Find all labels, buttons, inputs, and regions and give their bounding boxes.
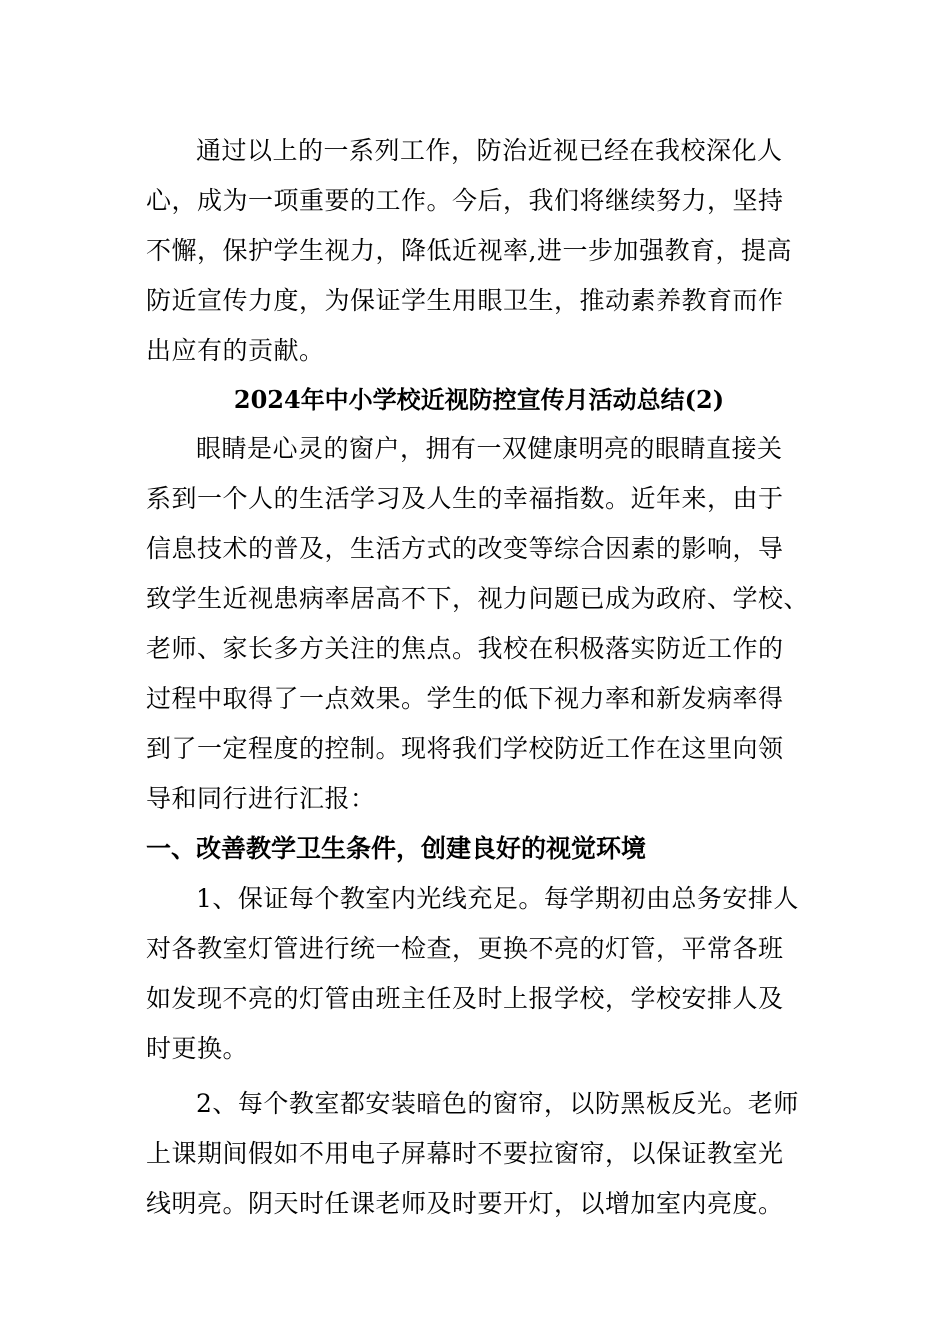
paragraph-line: 到了一定程度的控制。现将我们学校防近工作在这里向领 — [146, 734, 784, 763]
document-title: 2024年中小学校近视防控宣传月活动总结(2) — [233, 385, 725, 414]
paragraph-line: 过程中取得了一点效果。学生的低下视力率和新发病率得 — [146, 684, 784, 713]
paragraph-line: 线明亮。阴天时任课老师及时要开灯，以增加室内亮度。 — [146, 1189, 784, 1218]
list-item — [146, 874, 806, 1074]
paragraph-line: 时更换。 — [146, 1034, 249, 1063]
list-item — [146, 1079, 806, 1229]
paragraph-line: 防近宣传力度，为保证学生用眼卫生，推动素养教育而作 — [146, 286, 784, 315]
paragraph-line: 老师、家长多方关注的焦点。我校在积极落实防近工作的 — [146, 634, 784, 663]
document-page — [146, 126, 810, 1229]
paragraph-line: 1、保证每个教室内光线充足。每学期初由总务安排人 — [196, 884, 799, 913]
paragraph-line: 上课期间假如不用电子屏幕时不要拉窗帘，以保证教室光 — [146, 1139, 784, 1168]
paragraph-line: 致学生近视患病率居高不下，视力问题已成为政府、学校、 — [146, 584, 810, 613]
paragraph-line: 心，成为一项重要的工作。今后，我们将继续努力，坚持 — [146, 186, 784, 215]
paragraph-line: 2、每个教室都安装暗色的窗帘，以防黑板反光。老师 — [196, 1089, 799, 1118]
paragraph-conclusion — [146, 126, 806, 376]
paragraph-line: 出应有的贡献。 — [146, 336, 325, 365]
paragraph-line: 系到一个人的生活学习及人生的幸福指数。近年来，由于 — [146, 484, 784, 513]
paragraph-line: 信息技术的普及，生活方式的改变等综合因素的影响，导 — [146, 534, 784, 563]
paragraph-line: 眼睛是心灵的窗户，拥有一双健康明亮的眼睛直接关 — [196, 434, 783, 463]
paragraph-line: 对各教室灯管进行统一检查，更换不亮的灯管，平常各班 — [146, 934, 784, 963]
paragraph-intro — [146, 424, 810, 824]
paragraph-line: 如发现不亮的灯管由班主任及时上报学校，学校安排人及 — [146, 984, 784, 1013]
paragraph-line: 不懈，保护学生视力，降低近视率,进一步加强教育，提高 — [146, 236, 792, 265]
section-heading: 一、改善教学卫生条件，创建良好的视觉环境 — [146, 834, 647, 863]
paragraph-line: 导和同行进行汇报： — [146, 784, 376, 813]
paragraph-line: 通过以上的一系列工作，防治近视已经在我校深化人 — [196, 136, 783, 165]
